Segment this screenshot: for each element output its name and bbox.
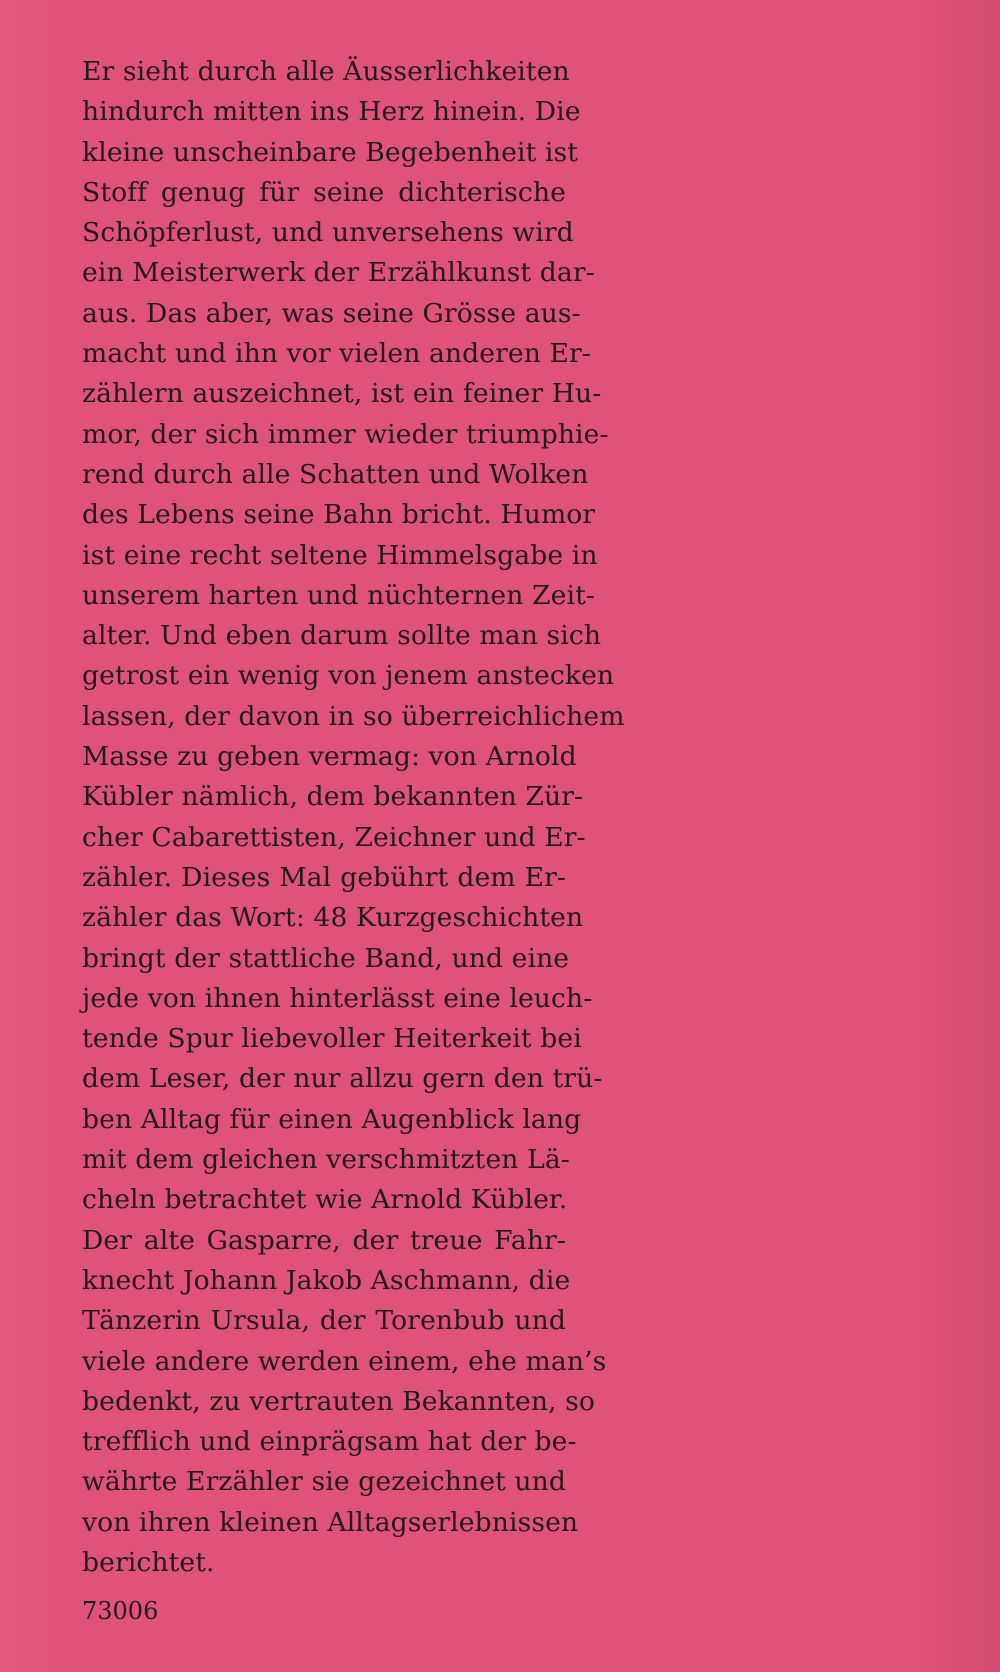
blurb-line: aus. Das aber, was seine Grösse aus- (82, 297, 581, 329)
blurb-line: Er sieht durch alle Äusserlichkeiten (82, 56, 570, 87)
blurb-line: jede von ihnen hinterlässt eine leuch- (82, 982, 593, 1014)
blurb-line: Masse zu geben vermag: von Arnold (82, 741, 577, 773)
blurb-line: zähler. Dieses Mal gebührt dem Er- (82, 861, 566, 893)
blurb-line: getrost ein wenig von jenem anstecken (82, 660, 615, 692)
catalog-number: 73006 (82, 1597, 159, 1625)
blurb-line: kleine unscheinbare Begebenheit ist (82, 136, 579, 168)
blurb-text (82, 52, 625, 1583)
blurb-line: bringt der stattliche Band, und eine (82, 942, 570, 974)
blurb-line: Der alte Gasparre, der treue Fahr- (82, 1224, 566, 1256)
blurb-line: zählern auszeichnet, ist ein feiner Hu- (82, 378, 602, 410)
blurb-line: lassen, der davon in so überreichlichem (82, 700, 625, 732)
blurb-line: mit dem gleichen verschmitzten Lä- (82, 1144, 570, 1176)
blurb-line: hindurch mitten ins Herz hinein. Die (82, 96, 581, 128)
blurb-line: ben Alltag für einen Augenblick lang (82, 1103, 582, 1135)
blurb-line: ist eine recht seltene Himmelsgabe in (82, 539, 598, 571)
blurb-line: viele andere werden einem, ehe man’s (82, 1345, 607, 1377)
blurb-line: zähler das Wort: 48 Kurzgeschichten (82, 902, 584, 934)
blurb-line: Tänzerin Ursula, der Torenbub und (82, 1305, 566, 1337)
blurb-line: alter. Und eben darum sollte man sich (82, 620, 602, 652)
blurb-line: berichtet. (82, 1546, 215, 1578)
blurb-line: ein Meisterwerk der Erzählkunst dar- (82, 257, 595, 289)
blurb-line: von ihren kleinen Alltagserlebnissen (82, 1506, 579, 1538)
blurb-line: cheln betrachtet wie Arnold Kübler. (82, 1184, 568, 1216)
blurb-line: bedenkt, zu vertrauten Bekannten, so (82, 1385, 596, 1417)
blurb-line: mor, der sich immer wieder triumphie- (82, 418, 609, 450)
blurb-line: währte Erzähler sie gezeichnet und (82, 1466, 566, 1498)
blurb-line: des Lebens seine Bahn bricht. Humor (82, 499, 596, 531)
blurb-line: dem Leser, der nur allzu gern den trü- (82, 1063, 603, 1095)
blurb-line: cher Cabarettisten, Zeichner und Er- (82, 821, 586, 853)
blurb-line: unserem harten und nüchternen Zeit- (82, 579, 595, 611)
blurb-line: knecht Johann Jakob Aschmann, die (82, 1264, 571, 1296)
blurb-line: trefflich und einprägsam hat der be- (82, 1426, 577, 1458)
blurb-line: Stoff genug für seine dichterische (82, 176, 566, 208)
blurb-line: rend durch alle Schatten und Wolken (82, 458, 589, 490)
blurb-line: Kübler nämlich, dem bekannten Zür- (82, 781, 584, 813)
blurb-line: tende Spur liebevoller Heiterkeit bei (82, 1023, 582, 1055)
blurb-line: Schöpferlust, und unversehens wird (82, 217, 574, 249)
blurb-line: macht und ihn vor vielen anderen Er- (82, 338, 591, 370)
